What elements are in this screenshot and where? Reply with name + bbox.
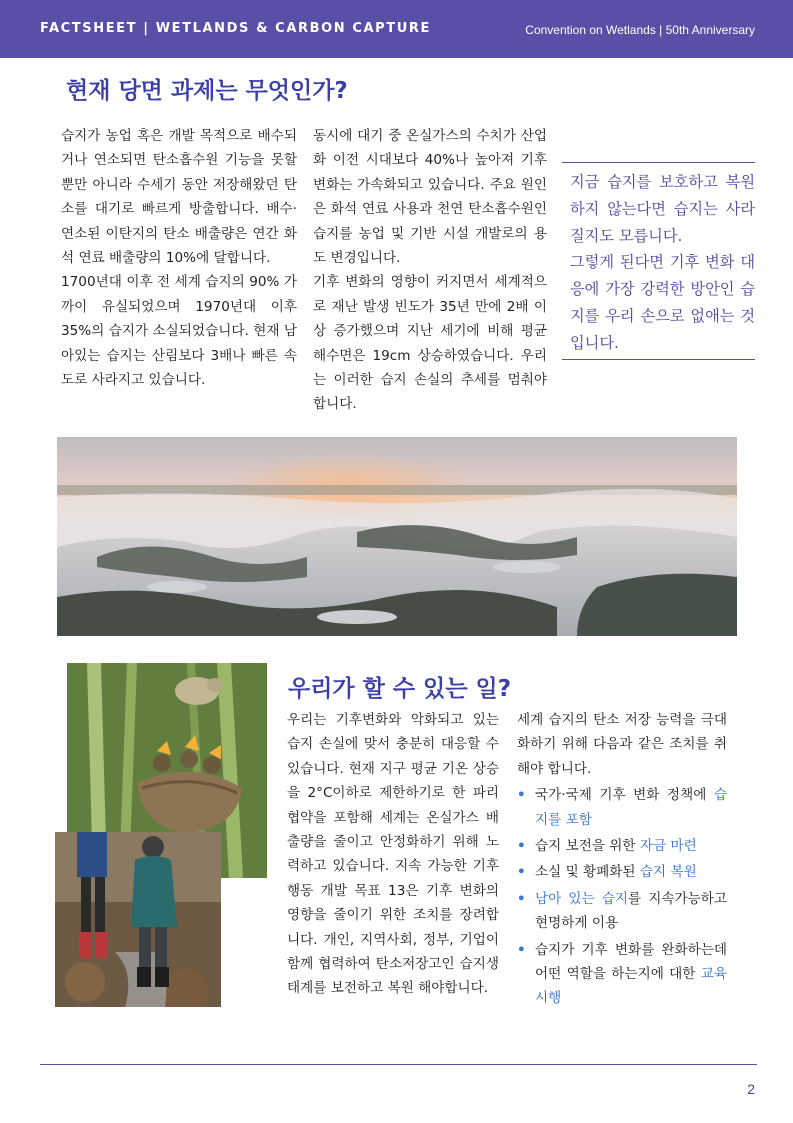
paragraph: 기후 변화의 영향이 커지면서 세계적으로 재난 발생 빈도가 35년 만에 2배 이상 증가했으며 지난 세기에 비해 평균 해수면은 19cm 상승하였습니다. 우리는 이러한 습지 손실의 추세를 멈춰야 합니다.	[313, 274, 547, 413]
wetland-sunrise-photo	[57, 437, 737, 636]
highlight: 습지 복원	[639, 864, 697, 881]
page-header	[0, 0, 793, 58]
highlight: 교육 시행	[535, 966, 727, 1007]
paragraph: 우리는 기후변화와 악화되고 있는 습지 손실에 맞서 충분히 대응할 수 있습니다. 현재 지구 평균 기온 상승을 2°C이하로 제한하기로 한 파리협약을 포함해 세계는 온실가스 배출량을 줄이고 안정화하기 위해 노력하고 있습니다. 지속 가능한 기후 행동 개발 목표 13은 기후 변화의 영향을 줄이기 위한 조치를 장려합니다. 개인, 지역사회, 정부, 기업이 함께 협력하여 탄소저장고인 습지생태계를 보전하고 복원 해야합니다.	[287, 712, 499, 997]
paragraph: 세계 습지의 탄소 저장 능력을 극대화하기 위해 다음과 같은 조치를 취해야 합니다.	[517, 712, 727, 777]
convention-label: Convention on Wetlands | 50th Anniversary	[525, 23, 755, 37]
section1-column-2	[313, 124, 547, 417]
section-title-actions: 우리가 할 수 있는 일?	[288, 676, 512, 702]
footer-divider	[40, 1064, 757, 1065]
action-list	[517, 783, 727, 1011]
list-item: • 소실 및 황폐화된 습지 복원	[517, 860, 727, 884]
pull-quote-line: 지금 습지를 보호하고 복원하지 않는다면 습지는 사라질지도 모릅니다.	[570, 173, 755, 245]
list-item: • 습지 보전을 위한 자금 마련	[517, 834, 727, 858]
highlight: 남아 있는 습지	[535, 890, 628, 907]
section2-column-1	[287, 708, 499, 1001]
highlight: 습지를 포함	[535, 787, 727, 828]
paragraph: 동시에 대기 중 온실가스의 수치가 산업화 이전 시대보다 40%나 높아져 기후변화는 가속화되고 있습니다. 주요 원인은 화석 연료 사용과 천연 탄소흡수원인 습지를 농업 및 기반 시설 개발로의 용도 변경입니다.	[313, 128, 547, 267]
page-number: 2	[747, 1081, 755, 1097]
section1-column-1	[61, 124, 297, 392]
paragraph: 습지가 농업 혹은 개발 목적으로 배수되거나 연소되면 탄소흡수원 기능을 못할 뿐만 아니라 수세기 동안 저장해왔던 탄소를 대기로 빠르게 방출합니다. 배수·연소된 이탄지의 탄소 배출량은 연간 화석 연료 배출량의 10%에 달합니다.	[61, 128, 297, 267]
bullet-icon: •	[517, 787, 526, 804]
list-item: • 국가·국제 기후 변화 정책에 습지를 포함	[517, 783, 727, 832]
paragraph: 1700년대 이후 전 세계 습지의 90% 가까이 유실되었으며 1970년대 이후 35%의 습지가 소실되었습니다. 현재 남아있는 습지는 산림보다 3배나 빠른 속도로 사라지고 있습니다.	[61, 274, 297, 389]
factsheet-title: FACTSHEET | WETLANDS & CARBON CAPTURE	[40, 21, 432, 36]
pull-quote	[562, 162, 755, 360]
bullet-icon: •	[517, 941, 526, 958]
bullet-icon: •	[517, 890, 526, 907]
bullet-icon: •	[517, 864, 526, 881]
highlight: 자금 마련	[639, 838, 697, 855]
section2-column-2	[517, 708, 727, 1011]
list-item: • 남아 있는 습지를 지속가능하고 현명하게 이용	[517, 887, 727, 936]
children-walking-photo	[55, 832, 221, 1007]
section-title-challenges: 현재 당면 과제는 무엇인가?	[66, 78, 348, 104]
pull-quote-line: 그렇게 된다면 기후 변화 대응에 가장 강력한 방안인 습지를 우리 손으로 없애는 것입니다.	[570, 253, 755, 352]
bullet-icon: •	[517, 838, 526, 855]
list-item: • 습지가 기후 변화를 완화하는데 어떤 역할을 하는지에 대한 교육 시행	[517, 938, 727, 1011]
